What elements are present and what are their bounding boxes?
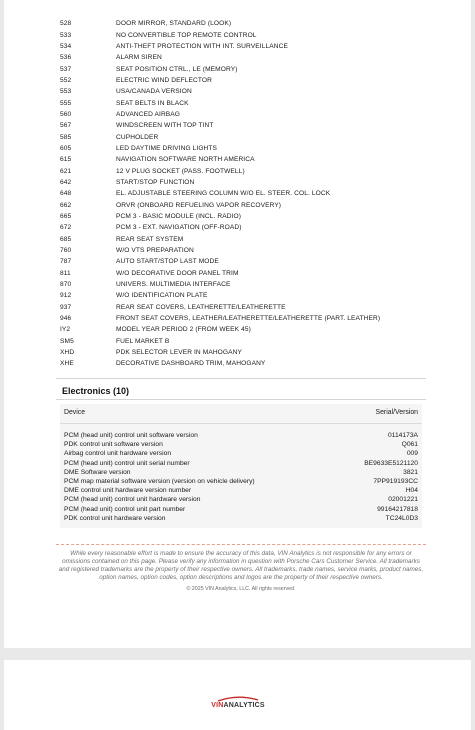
option-code: 536 xyxy=(60,54,72,62)
option-description: DOOR MIRROR, STANDARD (LOOK) xyxy=(116,20,232,28)
option-description: START/STOP FUNCTION xyxy=(116,178,195,186)
serial-version: Q061 xyxy=(401,441,418,449)
serial-version: 3821 xyxy=(403,468,418,476)
option-code: 685 xyxy=(60,235,72,243)
option-row xyxy=(60,86,430,97)
section-divider xyxy=(56,378,426,379)
option-description: 12 V PLUG SOCKET (PASS. FOOTWELL) xyxy=(116,167,245,175)
option-description: ANTI-THEFT PROTECTION WITH INT. SURVEILLANCE xyxy=(116,42,288,50)
option-code: 553 xyxy=(60,88,72,96)
option-description: NO CONVERTIBLE TOP REMOTE CONTROL xyxy=(116,31,257,39)
option-row xyxy=(60,52,430,63)
electronics-table-header xyxy=(60,404,422,424)
option-description: REAR SEAT SYSTEM xyxy=(116,235,184,243)
option-row xyxy=(60,131,430,142)
device-name: DME Software version xyxy=(64,468,131,476)
option-description: USA/CANADA VERSION xyxy=(116,88,192,96)
device-name: PCM (head unit) control unit serial number xyxy=(64,459,190,467)
electronics-table xyxy=(60,404,422,528)
device-name: DME control unit hardware version number xyxy=(64,487,192,495)
option-row xyxy=(60,290,430,301)
serial-version: 009 xyxy=(406,450,418,458)
option-row xyxy=(60,41,430,52)
table-row xyxy=(64,477,418,486)
option-description: UNIVERS. MULTIMEDIA INTERFACE xyxy=(116,281,231,289)
option-code: 560 xyxy=(60,110,72,118)
option-row xyxy=(60,222,430,233)
option-description: SEAT BELTS IN BLACK xyxy=(116,99,189,107)
option-row xyxy=(60,109,430,120)
copyright-notice: © 2025 VIN Analytics, LLC. All rights reserved. xyxy=(186,586,296,593)
table-row xyxy=(64,449,418,458)
option-row xyxy=(60,302,430,313)
device-name: PCM (head unit) control unit part number xyxy=(64,505,186,513)
option-row xyxy=(60,324,430,335)
serial-version: BE9633E5121120 xyxy=(364,459,418,467)
option-description: ORVR (ONBOARD REFUELING VAPOR RECOVERY) xyxy=(116,201,282,209)
option-description: PCM 3 - BASIC MODULE (INCL. RADIO) xyxy=(116,213,242,221)
option-row xyxy=(60,120,430,131)
serial-version: 02001221 xyxy=(388,496,418,504)
option-code: 621 xyxy=(60,167,72,175)
option-row xyxy=(60,336,430,347)
option-description: AUTO START/STOP LAST MODE xyxy=(116,258,219,266)
option-code: XHD xyxy=(60,349,75,357)
option-code: 662 xyxy=(60,201,72,209)
table-row xyxy=(64,440,418,449)
option-description: PCM 3 - EXT. NAVIGATION (OFF-ROAD) xyxy=(116,224,242,232)
option-row xyxy=(60,200,430,211)
option-code: 537 xyxy=(60,65,72,73)
device-name: PDK control unit software version xyxy=(64,441,163,449)
section-divider xyxy=(56,399,426,400)
option-code: 585 xyxy=(60,133,72,141)
table-row xyxy=(64,486,418,495)
option-code: 760 xyxy=(60,247,72,255)
option-description: ADVANCED AIRBAG xyxy=(116,110,181,118)
option-description: LED DAYTIME DRIVING LIGHTS xyxy=(116,144,218,152)
serial-version: 7PP919193CC xyxy=(373,478,418,486)
option-description: ELECTRIC WIND DEFLECTOR xyxy=(116,76,212,84)
device-name: PCM map material software version (version on vehicle delivery) xyxy=(64,478,255,486)
option-code: 533 xyxy=(60,31,72,39)
option-row xyxy=(60,211,430,222)
option-code: 648 xyxy=(60,190,72,198)
option-description: FUEL MARKET B xyxy=(116,337,170,345)
option-code: 642 xyxy=(60,178,72,186)
option-row xyxy=(60,29,430,40)
option-code: 555 xyxy=(60,99,72,107)
option-code: 811 xyxy=(60,269,71,277)
option-row xyxy=(60,143,430,154)
disclaimer-text: While every reasonable effort is made to ensure the accuracy of this data, VIN Analytics is not responsible for any errors or omissions contained on this page. Please verify any information in question with Porsche Cars Customer Service. All trademarks and registered trademarks are the property of their respective owners. All trademarks, trade names, service marks, product names, option names, option codes, option descriptions and logos are the property of their respective owners. xyxy=(58,550,424,582)
option-row xyxy=(60,75,430,86)
option-code: IY2 xyxy=(60,326,71,334)
table-row xyxy=(64,495,418,504)
serial-version: 0114173A xyxy=(388,432,418,440)
option-code: 912 xyxy=(60,292,72,300)
option-description: W/O VTS PREPARATION xyxy=(116,247,194,255)
device-name: PCM (head unit) control unit software version xyxy=(64,432,198,440)
option-row xyxy=(60,279,430,290)
option-row xyxy=(60,245,430,256)
option-description: PDK SELECTOR LEVER IN MAHOGANY xyxy=(116,349,242,357)
electronics-table-body xyxy=(60,424,422,528)
option-code: 787 xyxy=(60,258,72,266)
table-row xyxy=(64,514,418,523)
option-description: W/O DECORATIVE DOOR PANEL TRIM xyxy=(116,269,239,277)
column-header-device: Device xyxy=(64,409,86,416)
disclaimer xyxy=(56,544,426,593)
report-page xyxy=(4,0,471,648)
option-row xyxy=(60,177,430,188)
option-row xyxy=(60,154,430,165)
option-description: W/O IDENTIFICATION PLATE xyxy=(116,292,208,300)
option-description: FRONT SEAT COVERS, LEATHER/LEATHERETTE/LEATHERETTE (PART. LEATHER) xyxy=(116,315,381,323)
option-row xyxy=(60,63,430,74)
option-code: 605 xyxy=(60,144,72,152)
option-row xyxy=(60,358,430,369)
option-description: SEAT POSITION CTRL., LE (MEMORY) xyxy=(116,65,238,73)
serial-version: TC24L0D3 xyxy=(385,514,418,522)
option-code: 870 xyxy=(60,281,72,289)
option-code: 937 xyxy=(60,303,72,311)
option-code: 615 xyxy=(60,156,72,164)
device-name: PCM (head unit) control unit hardware version xyxy=(64,496,201,504)
device-name: Airbag control unit hardware version xyxy=(64,450,172,458)
serial-version: 99164217818 xyxy=(377,505,418,513)
option-code: XHE xyxy=(60,360,74,368)
option-codes-list xyxy=(60,18,430,370)
option-description: DECORATIVE DASHBOARD TRIM, MAHOGANY xyxy=(116,360,266,368)
option-description: NAVIGATION SOFTWARE NORTH AMERICA xyxy=(116,156,255,164)
option-row xyxy=(60,256,430,267)
option-description: REAR SEAT COVERS, LEATHERETTE/LEATHERETTE xyxy=(116,303,286,311)
option-code: SM5 xyxy=(60,337,74,345)
option-row xyxy=(60,268,430,279)
option-code: 534 xyxy=(60,42,72,50)
option-row xyxy=(60,97,430,108)
option-row xyxy=(60,234,430,245)
logo-wordmark: VINANALYTICS xyxy=(211,702,265,709)
option-row xyxy=(60,313,430,324)
table-row xyxy=(64,459,418,468)
option-code: 552 xyxy=(60,76,72,84)
table-row xyxy=(64,431,418,440)
option-row xyxy=(60,18,430,29)
option-description: WINDSCREEN WITH TOP TINT xyxy=(116,122,214,130)
option-row xyxy=(60,188,430,199)
option-code: 946 xyxy=(60,315,72,323)
option-description: CUPHOLDER xyxy=(116,133,159,141)
option-code: 672 xyxy=(60,224,72,232)
device-name: PDK control unit hardware version xyxy=(64,514,166,522)
option-description: MODEL YEAR PERIOD 2 (FROM WEEK 45) xyxy=(116,326,251,334)
option-description: EL. ADJUSTABLE STEERING COLUMN W/O EL. STEER. COL. LOCK xyxy=(116,190,331,198)
option-description: ALARM SIREN xyxy=(116,54,162,62)
option-row xyxy=(60,165,430,176)
table-row xyxy=(64,505,418,514)
column-header-serial: Serial/Version xyxy=(375,409,418,416)
table-row xyxy=(64,468,418,477)
vin-analytics-logo xyxy=(210,696,266,709)
option-code: 528 xyxy=(60,20,72,28)
option-code: 567 xyxy=(60,122,72,130)
electronics-section-title: Electronics (10) xyxy=(62,386,130,396)
option-code: 665 xyxy=(60,213,72,221)
serial-version: H04 xyxy=(405,487,418,495)
option-row xyxy=(60,347,430,358)
